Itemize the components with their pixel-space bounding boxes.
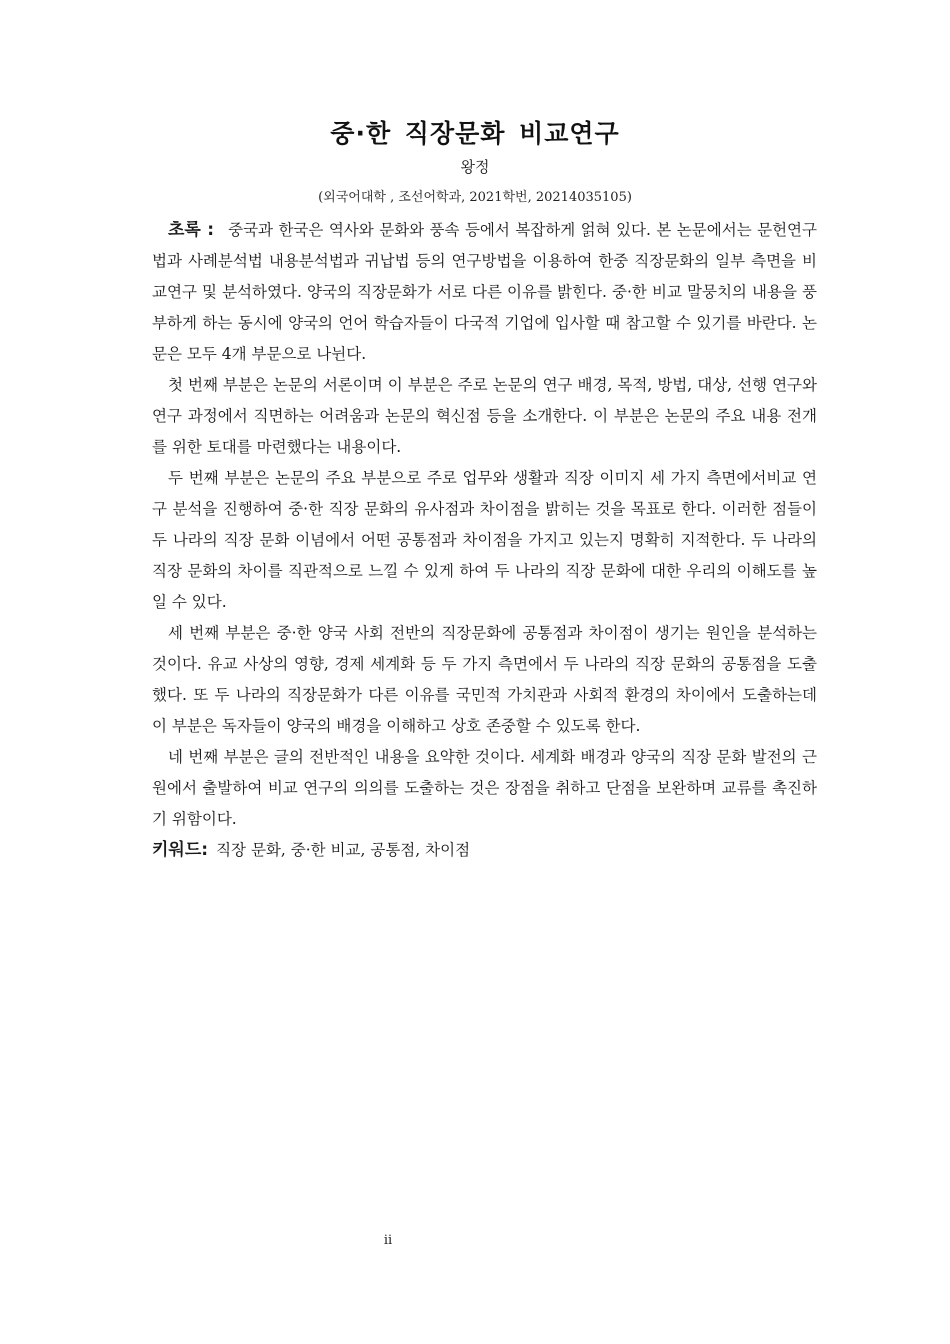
keywords-label: 키워드: — [152, 840, 209, 860]
paper-title: 중·한 직장문화 비교연구 — [330, 119, 620, 148]
abstract-paragraph-2: 첫 번째 부분은 논문의 서론이며 이 부분은 주로 논문의 연구 배경, 목적, 방법, 대상, 선행 연구와 연구 과정에서 직면하는 어려움과 논문의 혁신점 등을 소개한다. 이 부분은 논문의 주요 내용 전개를 위한 토대를 마련했다는 내용이다. — [152, 376, 817, 456]
page-number: ii — [383, 1233, 393, 1248]
abstract-paragraph-5: 네 번째 부분은 글의 전반적인 내용을 요약한 것이다. 세계화 배경과 양국의 직장 문화 발전의 근원에서 출발하여 비교 연구의 의의를 도출하는 것은 장점을 취하고 단점을 보완하며 교류를 촉진하기 위함이다. — [152, 748, 817, 828]
author-affiliation: (외국어대학 , 조선어학과, 2021학번, 20214035105) — [318, 190, 632, 205]
author-name: 왕정 — [460, 158, 490, 176]
abstract-section — [152, 215, 817, 866]
keywords-line — [152, 835, 817, 866]
abstract-paragraph-4: 세 번째 부분은 중·한 양국 사회 전반의 직장문화에 공통점과 차이점이 생기는 원인을 분석하는 것이다. 유교 사상의 영향, 경제 세계화 등 두 가지 측면에서 두 나라의 직장 문화의 공통점을 도출했다. 또 두 나라의 직장문화가 다른 이유를 국민적 가치관과 사회적 환경의 차이에서 도출하는데 이 부분은 독자들이 양국의 배경을 이해하고 상호 존중할 수 있도록 한다. — [152, 624, 817, 735]
abstract-paragraph-3: 두 번째 부분은 논문의 주요 부분으로 주로 업무와 생활과 직장 이미지 세 가지 측면에서비교 연구 분석을 진행하여 중·한 직장 문화의 유사점과 차이점을 밝히는 것을 목표로 한다. 이러한 점들이 두 나라의 직장 문화 이념에서 어떤 공통점과 차이점을 가지고 있는지 명확히 지적한다. 두 나라의 직장 문화의 차이를 직관적으로 느낄 수 있게 하여 두 나라의 직장 문화에 대한 우리의 이해도를 높일 수 있다. — [152, 469, 817, 611]
keywords-text: 직장 문화, 중·한 비교, 공통점, 차이점 — [216, 841, 471, 859]
abstract-paragraph-1 — [152, 215, 817, 370]
abstract-text-1: 중국과 한국은 역사와 문화와 풍속 등에서 복잡하게 얽혀 있다. 본 논문에서는 문헌연구법과 사례분석법 내용분석법과 귀납법 등의 연구방법을 이용하여 한중 직장문화의 일부 측면을 비교연구 및 분석하였다. 양국의 직장문화가 서로 다른 이유를 밝힌다. 중·한 비교 말뭉치의 내용을 풍부하게 하는 동시에 양국의 언어 학습자들이 다국적 기업에 입사할 때 참고할 수 있기를 바란다. 논문은 모두 4개 부문으로 나뉜다. — [152, 221, 818, 363]
abstract-label: 초록 : — [168, 220, 215, 240]
